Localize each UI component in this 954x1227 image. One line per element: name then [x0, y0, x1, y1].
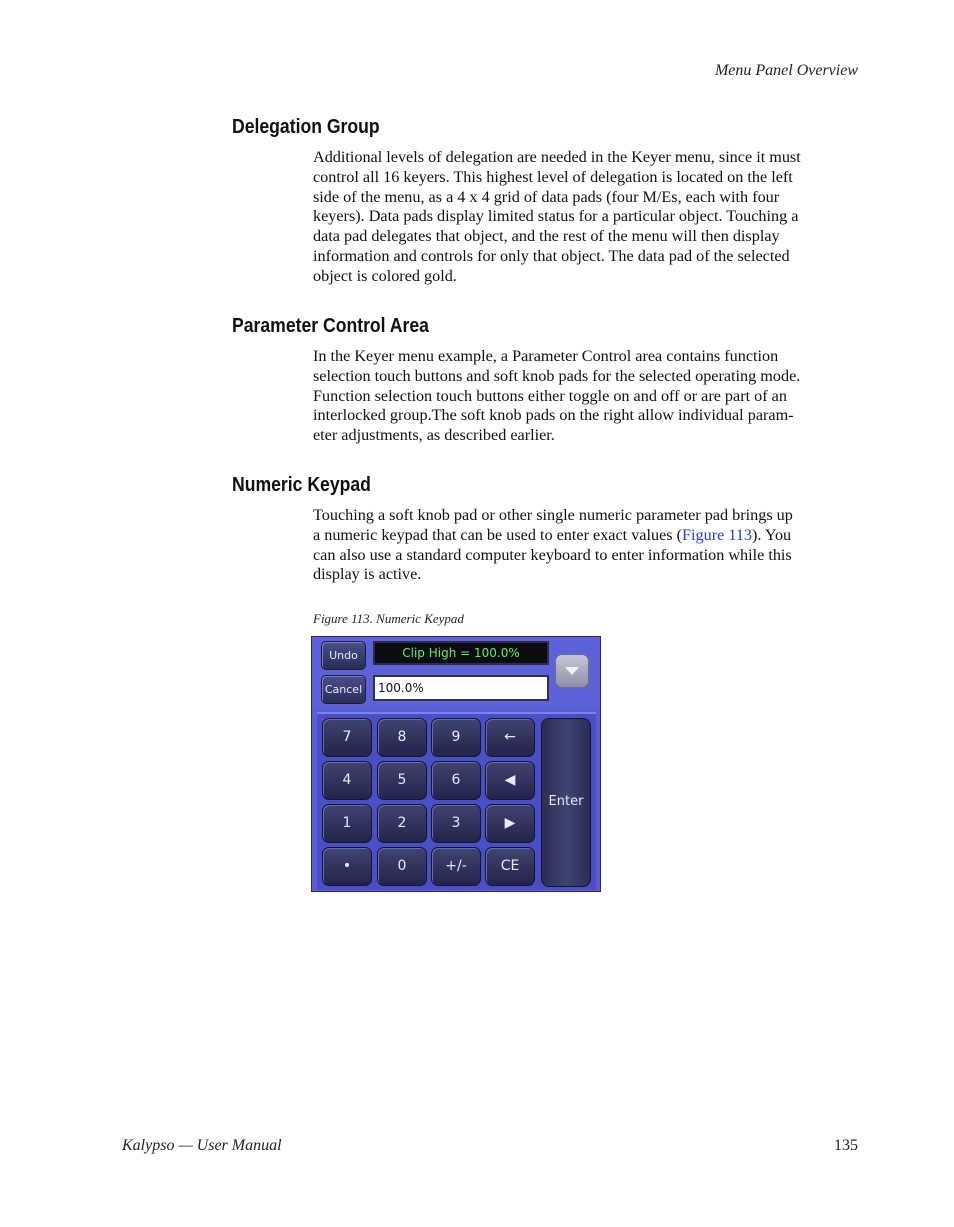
- paragraph-parameter-control-area: [313, 347, 859, 446]
- dropdown-button[interactable]: [555, 654, 589, 688]
- backspace-key[interactable]: ←: [485, 718, 535, 757]
- heading-delegation-group: Delegation Group: [232, 116, 380, 138]
- footer-manual-title: Kalypso — User Manual: [122, 1137, 282, 1154]
- text-line: Touching a soft knob pad or other single numeric parameter pad brings up: [313, 506, 793, 524]
- text-line: control all 16 keyers. This highest level of delegation is located on the left: [313, 167, 793, 186]
- keypad-header: [312, 637, 600, 709]
- key-1[interactable]: 1: [322, 804, 372, 843]
- text-line: selection touch buttons and soft knob pads for the selected operating mode.: [313, 366, 801, 385]
- key-9[interactable]: 9: [431, 718, 481, 757]
- enter-key[interactable]: Enter: [541, 718, 591, 887]
- text-line: can also use a standard computer keyboard to enter information while this: [313, 545, 792, 564]
- heading-parameter-control-area: Parameter Control Area: [232, 315, 429, 337]
- text-line: Function selection touch buttons either toggle on and off or are part of an: [313, 386, 787, 405]
- key-8[interactable]: 8: [377, 718, 427, 757]
- text-line: eter adjustments, as described earlier.: [313, 426, 555, 445]
- decimal-point-key[interactable]: •: [322, 847, 372, 886]
- text-line: side of the menu, as a 4 x 4 grid of data pads (four M/Es, each with four: [313, 187, 780, 206]
- key-0[interactable]: 0: [377, 847, 427, 886]
- key-3[interactable]: 3: [431, 804, 481, 843]
- running-head: Menu Panel Overview: [714, 62, 858, 79]
- figure-caption: Figure 113. Numeric Keypad: [313, 611, 464, 626]
- text-line: In the Keyer menu example, a Parameter Control area contains function: [313, 347, 779, 365]
- text-line: data pad delegates that object, and the rest of the menu will then display: [313, 227, 780, 246]
- key-4[interactable]: 4: [322, 761, 372, 800]
- chevron-down-icon: [565, 667, 579, 675]
- text-line: interlocked group.The soft knob pads on the right allow individual param-: [313, 406, 794, 425]
- figure-113-link[interactable]: Figure 113: [682, 525, 753, 544]
- text-line: display is active.: [313, 565, 422, 584]
- cursor-left-key[interactable]: ◀: [485, 761, 535, 800]
- heading-numeric-keypad: Numeric Keypad: [232, 474, 371, 496]
- text-line: information and controls for only that object. The data pad of the selected: [313, 246, 790, 265]
- text-line: Additional levels of delegation are needed in the Keyer menu, since it must: [313, 148, 801, 166]
- numeric-keypad: [311, 636, 601, 892]
- page-number: 135: [834, 1137, 858, 1154]
- key-7[interactable]: 7: [322, 718, 372, 757]
- keypad-keys: [317, 712, 596, 890]
- undo-button[interactable]: Undo: [321, 641, 366, 670]
- plus-minus-key[interactable]: +/-: [431, 847, 481, 886]
- value-entry-field[interactable]: 100.0%: [373, 675, 549, 701]
- text-line: [313, 526, 859, 546]
- clear-entry-key[interactable]: CE: [485, 847, 535, 886]
- text-line: keyers). Data pads display limited status for a particular object. Touching a: [313, 207, 799, 226]
- text-segment: ). You: [752, 525, 792, 544]
- text-line: object is colored gold.: [313, 266, 457, 285]
- cancel-button[interactable]: Cancel: [321, 675, 366, 704]
- text-segment: a numeric keypad that can be used to enter exact values (: [313, 525, 683, 544]
- key-6[interactable]: 6: [431, 761, 481, 800]
- paragraph-delegation-group: [313, 148, 859, 287]
- key-5[interactable]: 5: [377, 761, 427, 800]
- key-2[interactable]: 2: [377, 804, 427, 843]
- paragraph-numeric-keypad: [313, 506, 859, 585]
- parameter-display: Clip High = 100.0%: [373, 641, 549, 665]
- cursor-right-key[interactable]: ▶: [485, 804, 535, 843]
